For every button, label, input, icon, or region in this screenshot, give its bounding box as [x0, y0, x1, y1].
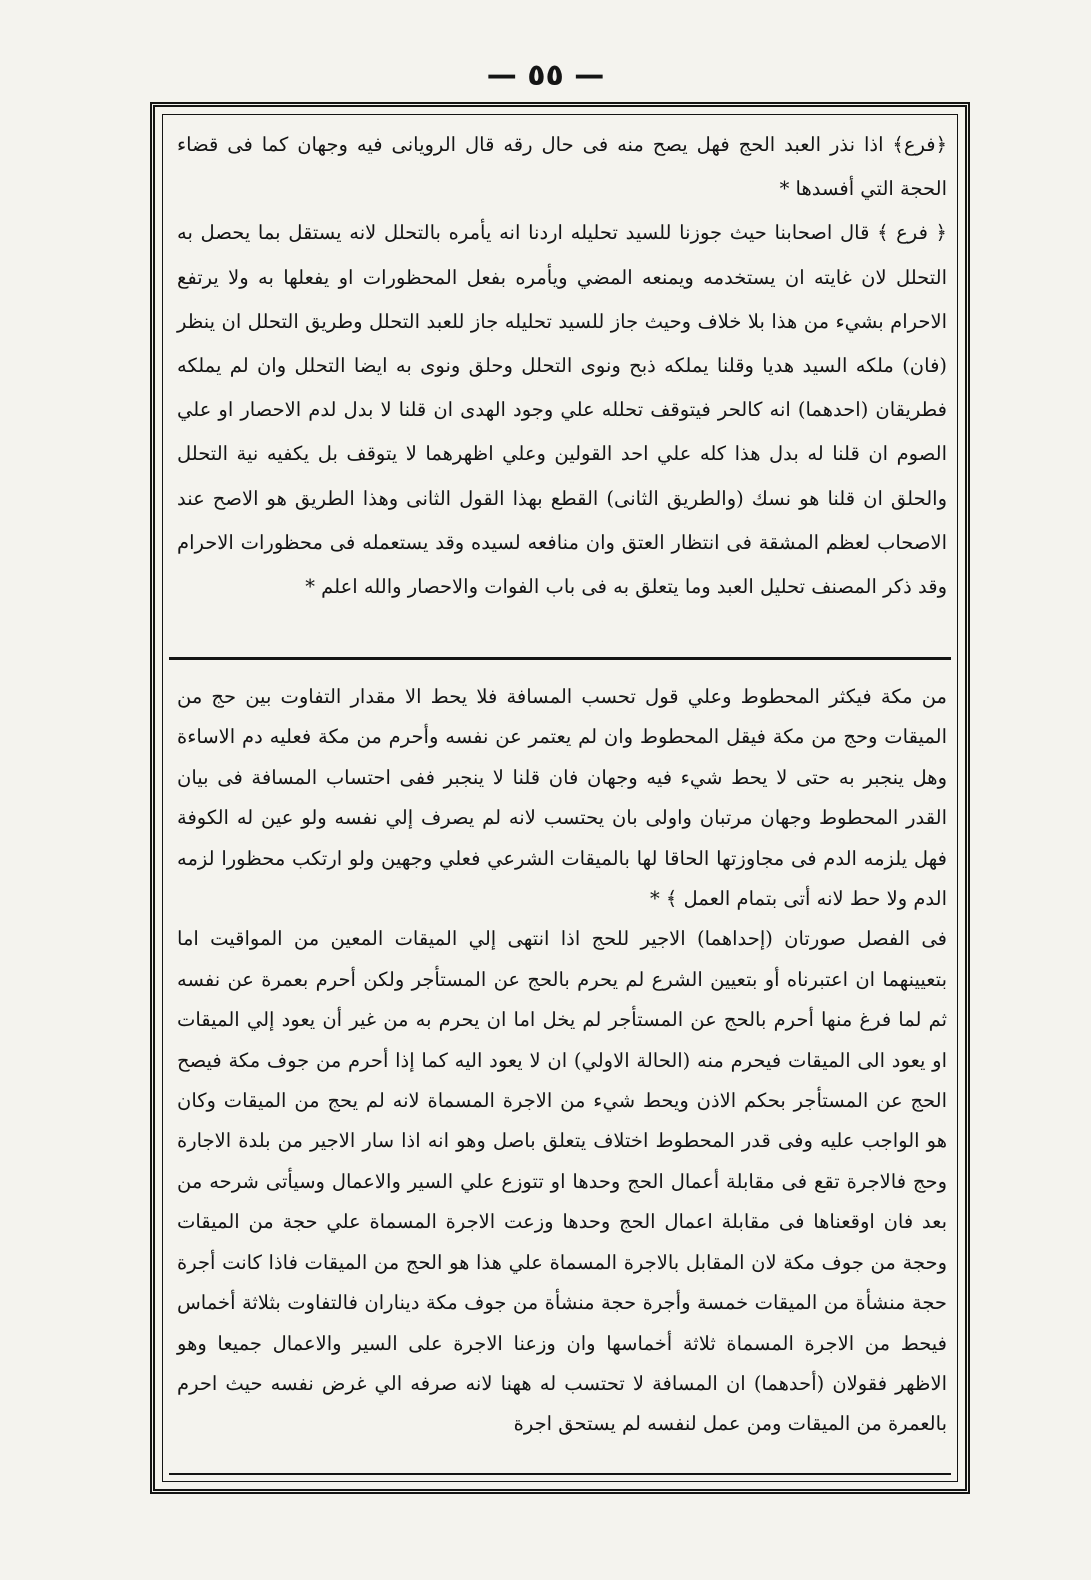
footnote-section: [177, 677, 947, 1445]
commentary-section: [177, 123, 947, 609]
section-divider: [169, 657, 951, 660]
paragraph-continuation: من مكة فيكثر المحطوط وعلي قول تحسب المسافة فلا يحط الا مقدار التفاوت بين حج من الميقات وحج من مكة فيقل المحطوط وان لم يعتمر عن نفسه وأحرم من مكة فعليه دم الاساءة وهل ينجبر به حتى لا يحط شيء فيه وجهان فان قلنا لا ينجبر ففى احتساب المسافة فى بيان القدر المحطوط وجهان مرتبان واولى بان يحتسب لانه لم يصرف إلي نفسه ولو عين له الكوفة فهل يلزمه الدم فى مجاوزتها الحاقا لها بالميقات الشرعي فعلي وجهين ولو ارتكب محظورا لزمه الدم ولا حط لانه أتى بتمام العمل ﴾ *: [177, 685, 947, 911]
paragraph-far-1: ﴿فرع﴾ اذا نذر العبد الحج فهل يصح منه فى حال رقه قال الرويانى فيه وجهان كما فى قضاء الحجة التي أفسدها *: [177, 133, 947, 201]
paragraph-fasl: فى الفصل صورتان (إحداهما) الاجير للحج اذا انتهى إلي الميقات المعين من المواقيت اما بتعيينهما ان اعتبرناه أو بتعيين الشرع لم يحرم بالحج عن المستأجر ولكن أحرم بعمرة عن نفسه ثم لما فرغ منها أحرم بالحج عن المستأجر لم يخل اما ان يحرم به من غير أن يعود إلي الميقات او يعود الى الميقات فيحرم منه (الحالة الاولي) ان لا يعود اليه كما إذا أحرم من جوف مكة فيصح الحج عن المستأجر بحكم الاذن ويحط شيء من الاجرة المسماة لانه لم يحج من الميقات وكان هو الواجب عليه وفى قدر المحطوط اختلاف يتعلق باصل وهو انه اذا سار الاجير من بلدة الاجارة وحج فالاجرة تقع فى مقابلة أعمال الحج وحدها او تتوزع علي السير والاعمال وسيأتى شرحه من بعد فان اوقعناها فى مقابلة اعمال الحج وحدها وزعت الاجرة المسماة علي حجة من الميقات وحجة من جوف مكة لان المقابل بالاجرة المسماة علي هذا هو الحج من الميقات فاذا كانت أجرة حجة منشأة من الميقات خمسة وأجرة حجة منشأة من جوف مكة ديناران فالتفاوت بثلاثة أخماس فيحط من الاجرة المسماة ثلاثة أخماسها وان وزعنا الاجرة على السير والاعمال جميعا وهو الاظهر فقولان (أحدهما) ان المسافة لا تحتسب له ههنا لانه صرفه الي غرض نفسه حيث احرم بالعمرة من الميقات ومن عمل لنفسه لم يستحق اجرة: [177, 927, 947, 1436]
paragraph-far-2: ﴿ فرع ﴾ قال اصحابنا حيث جوزنا للسيد تحليله اردنا انه يأمره بالتحلل لانه يستقل بما يحصل به التحلل لان غايته ان يستخدمه ويمنعه المضي ويأمره بفعل المحظورات او يفعلها به ولا يرتفع الاحرام بشيء من هذا بلا خلاف وحيث جاز للسيد تحليله جاز للعبد التحلل وطريق التحلل ان ينظر (فان) ملكه السيد هديا وقلنا يملكه ذبح ونوى التحلل وحلق ونوى به ايضا التحلل وان لم يملكه فطريقان (احدهما) انه كالحر فيتوقف تحلله علي وجود الهدى ان قلنا لا بدل لدم الاحصار او علي الصوم ان قلنا له بدل هذا كله علي احد القولين وعلي اظهرهما لا يتوقف بل يكفيه نية التحلل والحلق ان قلنا هو نسك (والطريق الثانى) القطع بهذا القول الثانى وهذا الطريق هو الاصح عند الاصحاب لعظم المشقة فى انتظار العتق وان منافعه لسيده وقد يستعمله فى محظورات الاحرام وقد ذكر المصنف تحليل العبد وما يتعلق به فى باب الفوات والاحصار والله اعلم *: [177, 221, 947, 599]
page-number: — ٥٥ —: [486, 58, 605, 93]
bottom-rule: [169, 1473, 951, 1475]
text-frame: [150, 102, 970, 1494]
